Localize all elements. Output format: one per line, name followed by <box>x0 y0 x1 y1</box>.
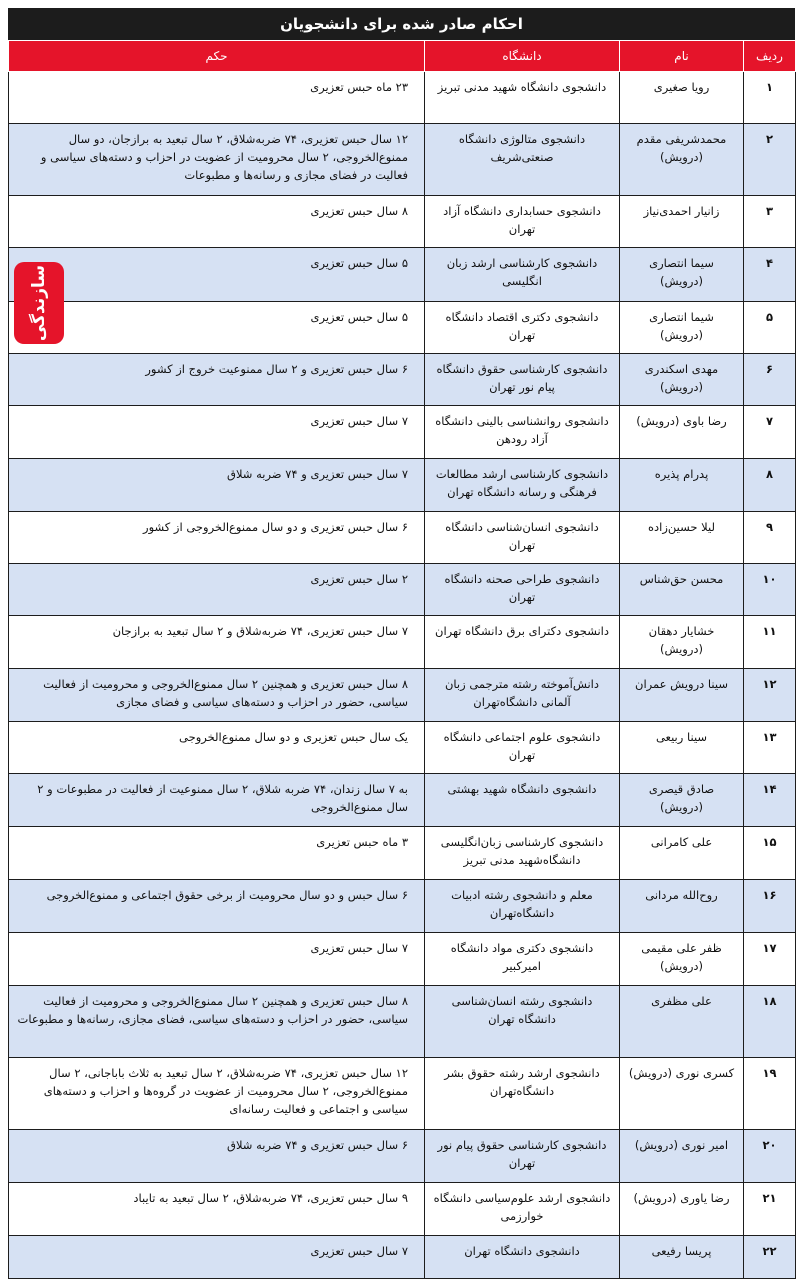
table-row <box>9 1183 796 1236</box>
table-header <box>9 41 796 72</box>
table-row <box>9 933 796 986</box>
row-number: ۸ <box>744 459 796 512</box>
table-row <box>9 669 796 722</box>
table-row <box>9 354 796 406</box>
row-name: سیما انتصاری (درویش) <box>620 248 744 302</box>
row-number: ۲ <box>744 124 796 196</box>
row-university: دانشجوی حسابداری دانشگاه آزاد تهران <box>425 196 620 248</box>
row-name: رضا باوی (درویش) <box>620 406 744 459</box>
row-verdict: ۵ سال حبس تعزیری <box>9 248 425 302</box>
row-verdict: ۲۳ ماه حبس تعزیری <box>9 72 425 124</box>
row-name: پریسا رفیعی <box>620 1236 744 1279</box>
row-number: ۱۵ <box>744 827 796 880</box>
row-university: دانشجوی کارشناسی حقوق پیام نور تهران <box>425 1130 620 1183</box>
row-verdict: ۷ سال حبس تعزیری <box>9 1236 425 1279</box>
row-number: ۱۳ <box>744 722 796 774</box>
row-university: دانشجوی کارشناسی حقوق دانشگاه پیام نور تهران <box>425 354 620 406</box>
row-university: دانشجوی رشته انسان‌شناسی دانشگاه تهران <box>425 986 620 1058</box>
table-row <box>9 512 796 564</box>
table-row <box>9 1130 796 1183</box>
row-verdict: ۷ سال حبس تعزیری، ۷۴ ضربه‌شلاق و ۲ سال تبعید به برازجان <box>9 616 425 669</box>
row-name: محسن حق‌شناس <box>620 564 744 616</box>
table-row <box>9 616 796 669</box>
row-number: ۲۰ <box>744 1130 796 1183</box>
table-row <box>9 196 796 248</box>
table-title: احکام صادر شده برای دانشجویان <box>8 8 795 40</box>
row-university: دانشجوی کارشناسی زبان‌انگلیسی دانشگاه‌شهید مدنی تبریز <box>425 827 620 880</box>
row-name: صادق قیصری (درویش) <box>620 774 744 827</box>
row-name: محمدشریفی مقدم (درویش) <box>620 124 744 196</box>
row-number: ۱۱ <box>744 616 796 669</box>
row-university: دانشجوی دانشگاه شهید مدنی تبریز <box>425 72 620 124</box>
table-row <box>9 1058 796 1130</box>
row-name: شیما انتصاری (درویش) <box>620 302 744 354</box>
table-row <box>9 248 796 302</box>
row-verdict: ۶ سال حبس تعزیری و ۲ سال ممنوعیت خروج از کشور <box>9 354 425 406</box>
row-verdict: ۹ سال حبس تعزیری، ۷۴ ضربه‌شلاق، ۲ سال تبعید به تایباد <box>9 1183 425 1236</box>
row-verdict: ۸ سال حبس تعزیری و همچنین ۲ سال ممنوع‌الخروجی و محرومیت از فعالیت سیاسی، حضور در احزاب و دسته‌های سیاسی، فضای مجازی، رسانه‌ها و مطبوعات <box>9 986 425 1058</box>
row-university: دانشجوی ارشد علوم‌سیاسی دانشگاه خوارزمی <box>425 1183 620 1236</box>
row-verdict: به ۷ سال زندان، ۷۴ ضربه شلاق، ۲ سال ممنوعیت از فعالیت در مطبوعات و ۲ سال ممنوع‌الخروجی <box>9 774 425 827</box>
row-number: ۷ <box>744 406 796 459</box>
row-verdict: ۷ سال حبس تعزیری <box>9 933 425 986</box>
row-name: ظفر علی مقیمی (درویش) <box>620 933 744 986</box>
row-number: ۴ <box>744 248 796 302</box>
row-verdict: ۵ سال حبس تعزیری <box>9 302 425 354</box>
row-university: دانشجوی انسان‌شناسی دانشگاه تهران <box>425 512 620 564</box>
table-row <box>9 124 796 196</box>
row-verdict: یک سال حبس تعزیری و دو سال ممنوع‌الخروجی <box>9 722 425 774</box>
table-body <box>9 72 796 1279</box>
table-row <box>9 827 796 880</box>
row-verdict: ۶ سال حبس و دو سال محرومیت از برخی حقوق اجتماعی و ممنوع‌الخروجی <box>9 880 425 933</box>
row-number: ۳ <box>744 196 796 248</box>
row-number: ۱۹ <box>744 1058 796 1130</box>
table-row <box>9 880 796 933</box>
table-row <box>9 564 796 616</box>
row-verdict: ۶ سال حبس تعزیری و دو سال ممنوع‌الخروجی از کشور <box>9 512 425 564</box>
row-number: ۶ <box>744 354 796 406</box>
row-university: دانشجوی متالوژی دانشگاه صنعتی‌شریف <box>425 124 620 196</box>
verdicts-table <box>8 40 796 1279</box>
row-university: دانشجوی کارشناسی ارشد زبان انگلیسی <box>425 248 620 302</box>
row-number: ۱ <box>744 72 796 124</box>
row-name: علی مظفری <box>620 986 744 1058</box>
row-number: ۱۷ <box>744 933 796 986</box>
row-university: دانشجوی علوم اجتماعی دانشگاه تهران <box>425 722 620 774</box>
table-row <box>9 986 796 1058</box>
row-number: ۹ <box>744 512 796 564</box>
row-verdict: ۸ سال حبس تعزیری و همچنین ۲ سال ممنوع‌الخروجی و محرومیت از فعالیت سیاسی، حضور در احزاب و دسته‌های سیاسی و فضای مجازی <box>9 669 425 722</box>
row-verdict: ۶ سال حبس تعزیری و ۷۴ ضربه شلاق <box>9 1130 425 1183</box>
logo-text: سازندگی <box>29 264 49 342</box>
row-university: دانشجوی دکتری مواد دانشگاه امیرکبیر <box>425 933 620 986</box>
row-number: ۲۱ <box>744 1183 796 1236</box>
row-name: رویا صغیری <box>620 72 744 124</box>
table-row <box>9 406 796 459</box>
row-university: دانشجوی دانشگاه تهران <box>425 1236 620 1279</box>
row-number: ۵ <box>744 302 796 354</box>
row-number: ۱۲ <box>744 669 796 722</box>
row-verdict: ۱۲ سال حبس تعزیری، ۷۴ ضربه‌شلاق، ۲ سال تبعید به ثلاث باباجانی، ۲ سال ممنوع‌الخروجی، ۲ سال محرومیت از عضویت در گروه‌ها و احزاب و دسته‌های سیاسی و اجتماعی و فعالیت رسانه‌ای <box>9 1058 425 1130</box>
header-university: دانشگاه <box>425 41 620 72</box>
row-name: سینا ربیعی <box>620 722 744 774</box>
table-row <box>9 459 796 512</box>
row-university: دانشجوی روانشناسی بالینی دانشگاه آزاد رودهن <box>425 406 620 459</box>
row-university: دانشجوی ارشد رشته حقوق بشر دانشگاه‌تهران <box>425 1058 620 1130</box>
row-number: ۲۲ <box>744 1236 796 1279</box>
row-number: ۱۴ <box>744 774 796 827</box>
row-number: ۱۶ <box>744 880 796 933</box>
row-name: سینا درویش عمران <box>620 669 744 722</box>
row-university: دانشجوی دانشگاه شهید بهشتی <box>425 774 620 827</box>
table-row <box>9 302 796 354</box>
header-row <box>9 41 796 72</box>
row-verdict: ۷ سال حبس تعزیری <box>9 406 425 459</box>
row-name: پدرام پذیره <box>620 459 744 512</box>
row-name: رضا یاوری (درویش) <box>620 1183 744 1236</box>
row-name: لیلا حسین‌زاده <box>620 512 744 564</box>
sazandegi-logo <box>14 262 64 344</box>
header-name: نام <box>620 41 744 72</box>
table-row <box>9 1236 796 1279</box>
header-radif: ردیف <box>744 41 796 72</box>
row-name: کسری نوری (درویش) <box>620 1058 744 1130</box>
row-verdict: ۱۲ سال حبس تعزیری، ۷۴ ضربه‌شلاق، ۲ سال تبعید به برازجان، دو سال ممنوع‌الخروجی، ۲ سال محرومیت از عضویت در احزاب و دسته‌های سیاسی و فعالیت در فضای مجازی و رسانه‌ها و مطبوعات <box>9 124 425 196</box>
row-verdict: ۸ سال حبس تعزیری <box>9 196 425 248</box>
table-row <box>9 774 796 827</box>
row-name: خشایار دهقان (درویش) <box>620 616 744 669</box>
row-university: دانشجوی دکتری اقتصاد دانشگاه تهران <box>425 302 620 354</box>
row-name: زانیار احمدی‌نیاز <box>620 196 744 248</box>
row-university: دانش‌آموخته رشته مترجمی زبان آلمانی دانشگاه‌تهران <box>425 669 620 722</box>
row-name: مهدی اسکندری (درویش) <box>620 354 744 406</box>
row-university: معلم و دانشجوی رشته ادبیات دانشگاه‌تهران <box>425 880 620 933</box>
table-row <box>9 722 796 774</box>
row-number: ۱۸ <box>744 986 796 1058</box>
row-verdict: ۲ سال حبس تعزیری <box>9 564 425 616</box>
row-name: روح‌الله مردانی <box>620 880 744 933</box>
header-verdict: حکم <box>9 41 425 72</box>
row-university: دانشجوی کارشناسی ارشد مطالعات فرهنگی و رسانه دانشگاه تهران <box>425 459 620 512</box>
row-university: دانشجوی طراحی صحنه دانشگاه تهران <box>425 564 620 616</box>
row-name: علی کامرانی <box>620 827 744 880</box>
row-verdict: ۳ ماه حبس تعزیری <box>9 827 425 880</box>
table-row <box>9 72 796 124</box>
row-verdict: ۷ سال حبس تعزیری و ۷۴ ضربه شلاق <box>9 459 425 512</box>
row-university: دانشجوی دکترای برق دانشگاه تهران <box>425 616 620 669</box>
row-number: ۱۰ <box>744 564 796 616</box>
row-name: امیر نوری (درویش) <box>620 1130 744 1183</box>
